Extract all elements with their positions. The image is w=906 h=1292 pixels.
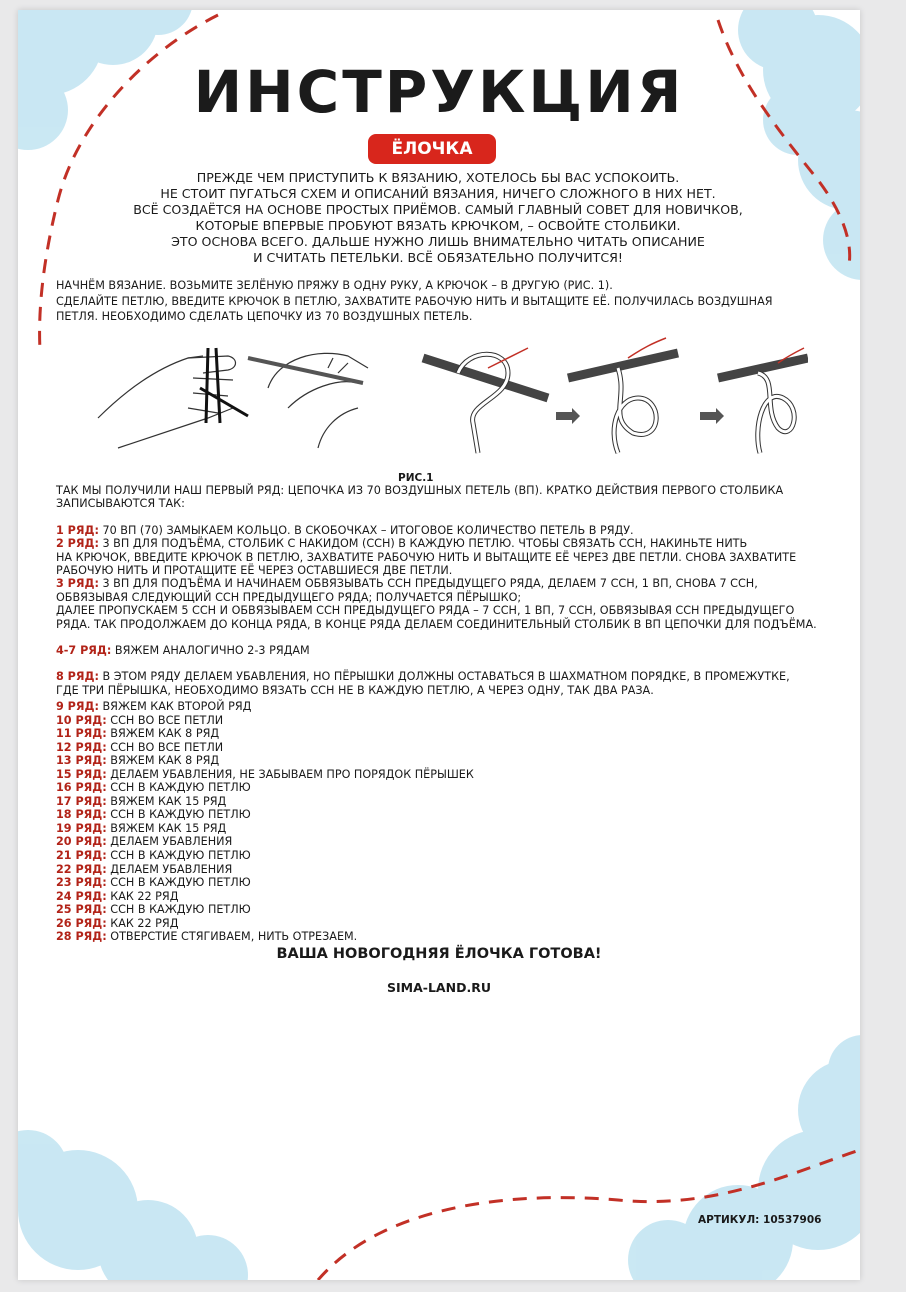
- row-4-7: 4-7 РЯД: ВЯЖЕМ АНАЛОГИЧНО 2-3 РЯДАМ: [56, 644, 310, 658]
- cloud-bottom-left: [18, 1130, 248, 1280]
- list-item: 25 РЯД: ССН В КАЖДУЮ ПЕТЛЮ: [56, 903, 251, 917]
- list-item: 22 РЯД: ДЕЛАЕМ УБАВЛЕНИЯ: [56, 862, 233, 876]
- list-item: 12 РЯД: ССН ВО ВСЕ ПЕТЛИ: [56, 740, 224, 754]
- website-link[interactable]: SIMA-LAND.RU: [387, 980, 491, 995]
- list-item: 28 РЯД: ОТВЕРСТИЕ СТЯГИВАЕМ, НИТЬ ОТРЕЗАЕМ.: [56, 930, 358, 944]
- list-item: 9 РЯД: ВЯЖЕМ КАК ВТОРОЙ РЯД: [56, 700, 252, 713]
- product-badge: ЁЛОЧКА: [368, 134, 496, 164]
- list-item: 24 РЯД: КАК 22 РЯД: [56, 889, 179, 903]
- list-item: 10 РЯД: ССН ВО ВСЕ ПЕТЛИ: [56, 713, 224, 727]
- arrow-2: [700, 408, 724, 424]
- list-item: 21 РЯД: ССН В КАЖДУЮ ПЕТЛЮ: [56, 849, 251, 863]
- article-number: АРТИКУЛ: 10537906: [698, 1214, 822, 1226]
- start-paragraph: НАЧНЁМ ВЯЗАНИЕ. ВОЗЬМИТЕ ЗЕЛЁНУЮ ПРЯЖУ В ОДНУ РУКУ, А КРЮЧОК – В ДРУГУЮ (РИС. 1). СДЕЛАЙТЕ ПЕТЛЮ, ВВЕДИТЕ КРЮЧОК В ПЕТЛЮ, ЗАХВАТИТЕ РАБОЧУЮ НИТЬ И ВЫТАЩИТЕ ЕЁ. ПОЛУЧИЛАСЬ ВОЗДУШНАЯ ПЕТЛЯ. НЕОБХОДИМО СДЕЛАТЬ ЦЕПОЧКУ ИЗ 70 ВОЗДУШНЫХ ПЕТЕЛЬ.: [56, 279, 773, 323]
- list-item: 17 РЯД: ВЯЖЕМ КАК 15 РЯД: [56, 794, 227, 808]
- list-item: 13 РЯД: ВЯЖЕМ КАК 8 РЯД: [56, 754, 220, 768]
- loop-step-3: [718, 348, 808, 453]
- figure-caption: РИС.1: [398, 472, 434, 484]
- list-item: 18 РЯД: ССН В КАЖДУЮ ПЕТЛЮ: [56, 808, 251, 822]
- rows-list: [56, 700, 474, 944]
- hands-illustration: [98, 348, 368, 448]
- list-item: 19 РЯД: ВЯЖЕМ КАК 15 РЯД: [56, 821, 227, 835]
- loop-step-2: [568, 338, 678, 453]
- row-1: 1 РЯД: 70 ВП (70) ЗАМЫКАЕМ КОЛЬЦО. В СКОБОЧКАХ – ИТОГОВОЕ КОЛИЧЕСТВО ПЕТЕЛЬ В РЯДУ.: [56, 523, 634, 537]
- list-item: 16 РЯД: ССН В КАЖДУЮ ПЕТЛЮ: [56, 781, 251, 795]
- intro-paragraph: ПРЕЖДЕ ЧЕМ ПРИСТУПИТЬ К ВЯЗАНИЮ, ХОТЕЛОСЬ БЫ ВАС УСПОКОИТЬ. НЕ СТОИТ ПУГАТЬСЯ СХЕМ И ОПИСАНИЙ ВЯЗАНИЯ, НИЧЕГО СЛОЖНОГО В НИХ НЕТ. ВСЁ СОЗДАЁТСЯ НА ОСНОВЕ ПРОСТЫХ ПРИЁМОВ. САМЫЙ ГЛАВНЫЙ СОВЕТ ДЛЯ НОВИЧКОВ, КОТОРЫЕ ВПЕРВЫЕ ПРОБУЮТ ВЯЗАТЬ КРЮЧКОМ, – ОСВОЙТЕ СТОЛБИКИ. ЭТО ОСНОВА ВСЕГО. ДАЛЬШЕ НУЖНО ЛИШЬ ВНИМАТЕЛЬНО ЧИТАТЬ ОПИСАНИЕ И СЧИТАТЬ ПЕТЕЛЬКИ. ВСЁ ОБЯЗАТЕЛЬНО ПОЛУЧИТСЯ!: [133, 170, 743, 265]
- row-3: 3 РЯД: 3 ВП ДЛЯ ПОДЪЁМА И НАЧИНАЕМ ОБВЯЗЫВАТЬ ССН ПРЕДЫДУЩЕГО РЯДА, ДЕЛАЕМ 7 ССН, 1 ВП, СНОВА 7 ССН,: [56, 577, 758, 591]
- instructions-block: ТАК МЫ ПОЛУЧИЛИ НАШ ПЕРВЫЙ РЯД: ЦЕПОЧКА ИЗ 70 ВОЗДУШНЫХ ПЕТЕЛЬ (ВП). КРАТКО ДЕЙСТВИЯ ПЕРВОГО СТОЛБИКА ЗАПИСЫВАЮТСЯ ТАК: 1 РЯД: 70 ВП (70) ЗАМЫКАЕМ КОЛЬЦО. В СКОБОЧКАХ – ИТОГОВОЕ КОЛИЧЕСТВО ПЕТЕЛЬ В РЯДУ. 2 РЯД: 3 ВП ДЛЯ ПОДЪЁМА, СТОЛБИК С НАКИДОМ (ССН) В КАЖДУЮ ПЕТЛЮ. ЧТОБЫ СВЯЗАТЬ ССН, НАКИНЬТЕ НИТЬ НА КРЮЧОК, ВВЕДИТЕ КРЮЧОК В ПЕТЛЮ, ЗАХВАТИТЕ РАБОЧУЮ НИТЬ И ВЫТАЩИТЕ ЕЁ ЧЕРЕЗ ДВЕ ПЕТЛИ. СНОВА ЗАХВАТИТЕ РАБОЧУЮ НИТЬ И ПРОТАЩИТЕ ЕЁ ЧЕРЕЗ ОСТАВШИЕСЯ ДВЕ ПЕТЛИ. 3 РЯД: 3 ВП ДЛЯ ПОДЪЁМА И НАЧИНАЕМ ОБВЯЗЫВАТЬ ССН ПРЕДЫДУЩЕГО РЯДА, ДЕЛАЕМ 7 ССН, 1 ВП, СНОВА 7 ССН, ОБВЯЗЫВАЯ СЛЕДУЮЩИЙ ССН ПРЕДЫДУЩЕГО РЯДА; ПОЛУЧАЕТСЯ ПЁРЫШКО; ДАЛЕЕ ПРОПУСКАЕМ 5 ССН И ОБВЯЗЫВАЕМ ССН ПРЕДЫДУЩЕГО РЯДА – 7 ССН, 1 ВП, 7 ССН, ОБВЯЗЫВАЯ ССН ПРЕДЫДУЩЕГО РЯДА. ТАК ПРОДОЛЖАЕМ ДО КОНЦА РЯДА, В КОНЦЕ РЯДА ДЕЛАЕМ СОЕДИНИТЕЛЬНЫЙ СТОЛБИК В ВП ЦЕПОЧКИ ДЛЯ ПОДЪЁМА. 4-7 РЯД: ВЯЖЕМ АНАЛОГИЧНО 2-3 РЯДАМ 8 РЯД: В ЭТОМ РЯДУ ДЕЛАЕМ УБАВЛЕНИЯ, НО ПЁРЫШКИ ДОЛЖНЫ ОСТАВАТЬСЯ В ШАХМАТНОМ ПОРЯДКЕ, В ПРОМЕЖУТКЕ, ГДЕ ТРИ ПЁРЫШКА, НЕОБХОДИМО ВЯЗАТЬ ССН НЕ В КАЖДУЮ ПЕТЛЮ, А ЧЕРЕЗ ОДНУ, ТАК ДВА РАЗА.: [56, 484, 846, 697]
- final-message: ВАША НОВОГОДНЯЯ ЁЛОЧКА ГОТОВА!: [276, 946, 602, 962]
- row-2: 2 РЯД: 3 ВП ДЛЯ ПОДЪЁМА, СТОЛБИК С НАКИДОМ (ССН) В КАЖДУЮ ПЕТЛЮ. ЧТОБЫ СВЯЗАТЬ ССН, НАКИНЬТЕ НИТЬ: [56, 537, 748, 551]
- loop-step-1: [423, 348, 548, 453]
- list-item: 11 РЯД: ВЯЖЕМ КАК 8 РЯД: [56, 727, 220, 741]
- list-item: 23 РЯД: ССН В КАЖДУЮ ПЕТЛЮ: [56, 876, 251, 890]
- arrow-1: [556, 408, 580, 424]
- instruction-sheet: [18, 10, 860, 1280]
- page-title: ИНСТРУКЦИЯ: [193, 58, 685, 126]
- cloud-bottom-right: [628, 1035, 860, 1280]
- list-item: 15 РЯД: ДЕЛАЕМ УБАВЛЕНИЯ, НЕ ЗАБЫВАЕМ ПРО ПОРЯДОК ПЁРЫШЕК: [56, 767, 474, 781]
- row-8: 8 РЯД: В ЭТОМ РЯДУ ДЕЛАЕМ УБАВЛЕНИЯ, НО ПЁРЫШКИ ДОЛЖНЫ ОСТАВАТЬСЯ В ШАХМАТНОМ ПОРЯДКЕ, В ПРОМЕЖУТКЕ,: [56, 670, 790, 684]
- figure-1-illustration: [88, 328, 808, 468]
- list-item: 20 РЯД: ДЕЛАЕМ УБАВЛЕНИЯ: [56, 835, 233, 849]
- list-item: 26 РЯД: КАК 22 РЯД: [56, 916, 179, 930]
